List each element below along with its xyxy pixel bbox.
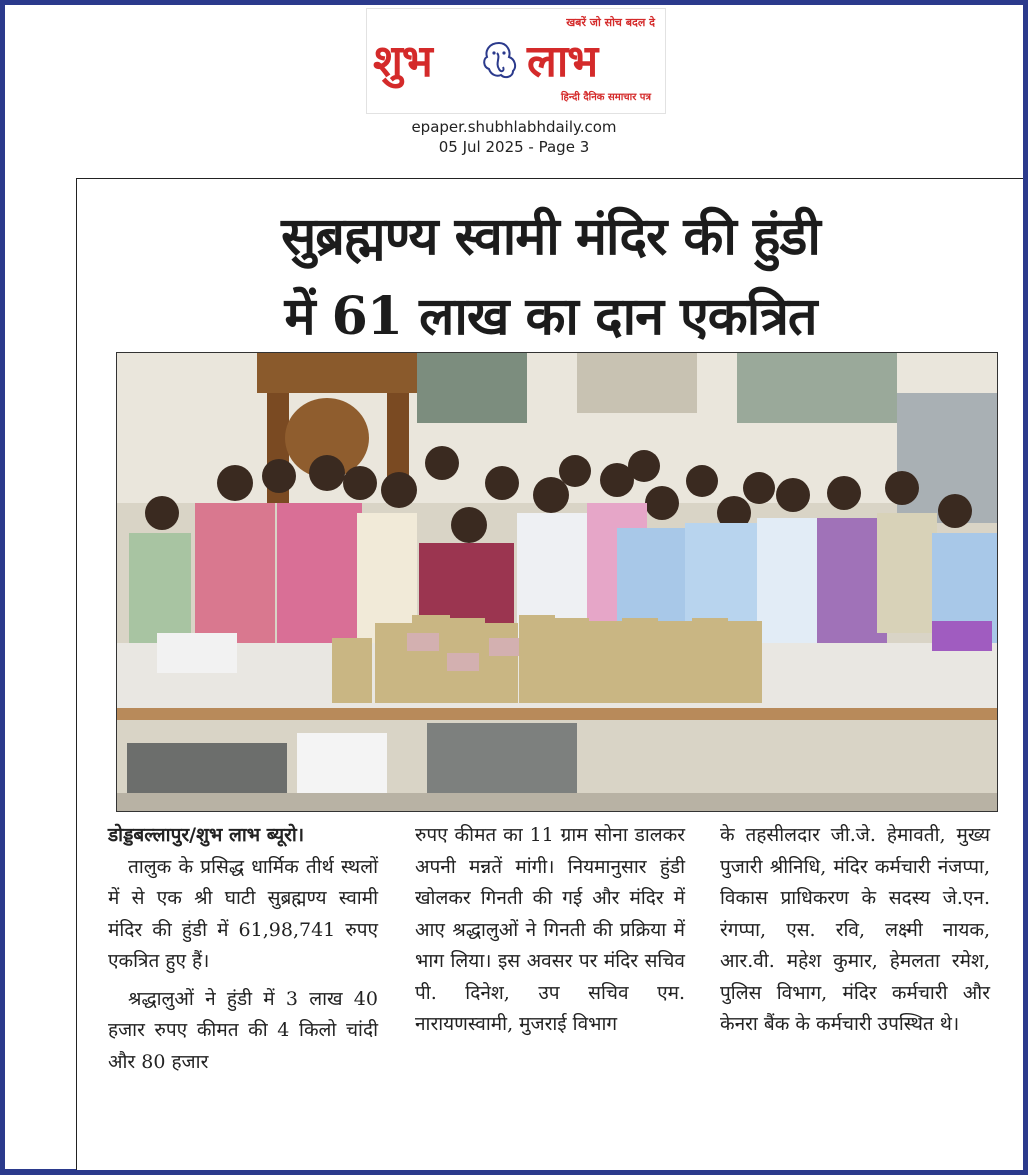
article-column-3 bbox=[720, 820, 990, 1041]
article-column-3-text: के तहसीलदार जी.जे. हेमावती, मुख्य पुजारी श्रीनिधि, मंदिर कर्मचारी नंजप्पा, विकास प्राधिकरण के सदस्य जे.एन. रंगप्पा, एस. रवि, लक्ष्मी नायक, आर.वी. महेश कुमार, हेमलता रमेश, पुलिस विभाग, मंदिर कर्मचारी और केनरा बैंक के कर्मचारी उपस्थित थे। bbox=[720, 824, 990, 1035]
masthead-logo-right: लाभ bbox=[527, 36, 598, 87]
epaper-url: epaper.shubhlabhdaily.com bbox=[411, 118, 617, 136]
article-paragraph-2: श्रद्धालुओं ने हुंडी में 3 लाख 40 हजार रुपए कीमत की 4 किलो चांदी और 80 हजार bbox=[108, 987, 378, 1073]
masthead-logo-left: शुभ bbox=[373, 36, 432, 87]
article-byline: डोड्डबल्लापुर/शुभ लाभ ब्यूरो। bbox=[108, 824, 305, 846]
article-column-2-text: रुपए कीमत का 11 ग्राम सोना डालकर अपनी मन्नतें मांगी। नियमानुसार हुंडी खोलकर गिनती की गई और मंदिर में आए श्रद्धालुओं ने गिनती की प्रक्रिया में भाग लिया। इस अवसर पर मंदिर सचिव पी. दिनेश, उप सचिव एम. नारायणस्वामी, मुजराई विभाग bbox=[415, 824, 685, 1035]
headline-line-2: में 61 लाख का दान एकत्रित bbox=[284, 286, 817, 347]
article-column-1 bbox=[108, 820, 378, 1078]
article-paragraph-1: तालुक के प्रसिद्ध धार्मिक तीर्थ स्थलों में से एक श्री घाटी सुब्रह्मण्य स्वामी मंदिर की हुंडी में 61,98,741 रुपए एकत्रित हुए हैं। bbox=[108, 855, 378, 972]
masthead-tagline: खबरें जो सोच बदल दे bbox=[566, 16, 655, 29]
ganesh-logo-icon bbox=[479, 39, 519, 81]
article-column-2 bbox=[415, 820, 685, 1041]
headline-line-1: सुब्रह्मण्य स्वामी मंदिर की हुंडी bbox=[281, 206, 820, 267]
edition-date: 05 Jul 2025 - Page 3 bbox=[438, 138, 590, 156]
masthead-subline: हिन्दी दैनिक समाचार पत्र bbox=[560, 92, 651, 103]
newspaper-masthead bbox=[366, 8, 666, 114]
news-photo bbox=[116, 352, 998, 812]
